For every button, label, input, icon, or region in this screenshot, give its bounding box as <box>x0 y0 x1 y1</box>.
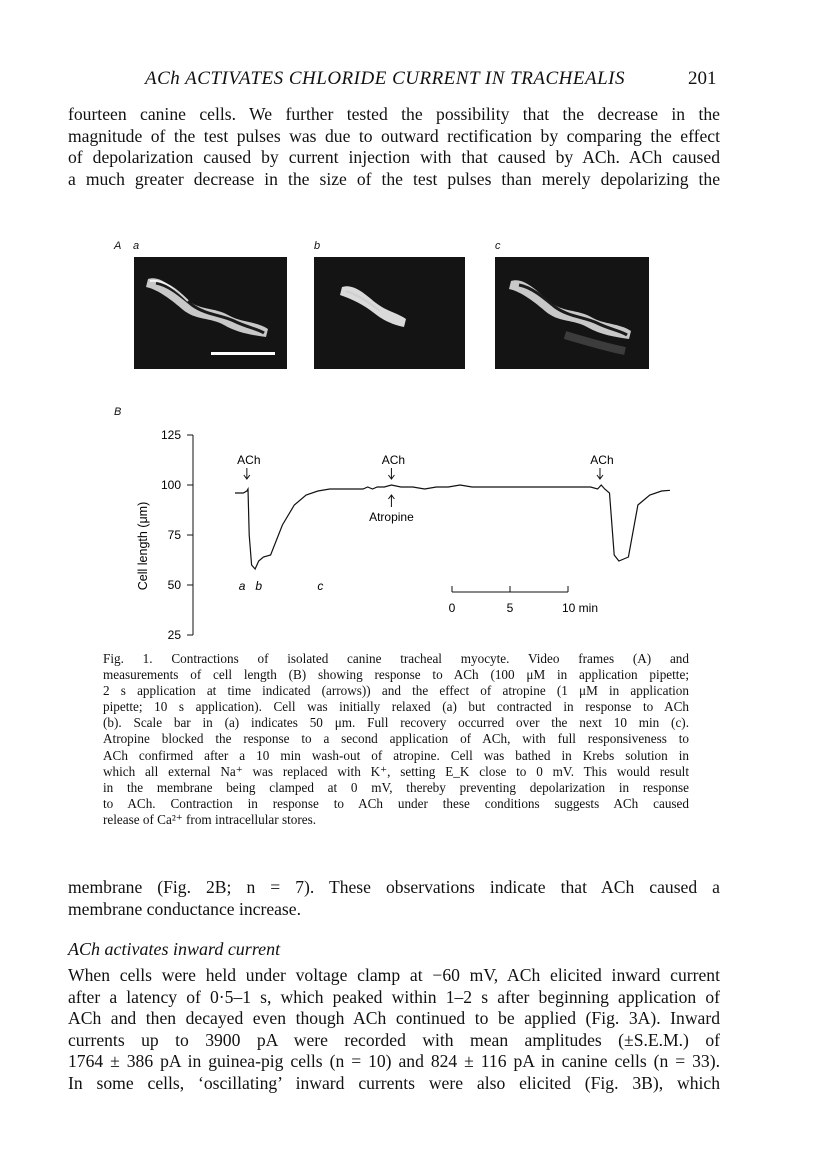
caption-line: ACh confirmed after a 10 min wash-out of atropine. Cell was bathed in Krebs solution in <box>103 747 689 763</box>
video-frame-c <box>495 257 649 369</box>
point-label-a: a <box>238 579 246 593</box>
frame-label-b: b <box>314 240 321 252</box>
caption-line: measurements of cell length (B) showing response to ACh (100 μM in application pipette; <box>103 667 689 683</box>
atropine-label: Atropine <box>369 510 414 524</box>
paragraph-line: fourteen canine cells. We further tested the possibility that the decrease in the <box>68 104 720 124</box>
y-tick-label: 50 <box>167 578 181 592</box>
point-label-b: b <box>255 579 263 593</box>
paragraph-line: 1764 ± 386 pA in guinea-pig cells (n = 10) and 824 ± 116 pA in canine cells (n = 33). <box>68 1051 720 1071</box>
y-tick-label: 75 <box>167 528 181 542</box>
paragraph-line: a much greater decrease in the size of the test pulses than merely depolarizing the <box>68 168 720 189</box>
cell-length-trace <box>235 485 670 569</box>
bottom-paragraph <box>68 965 720 1094</box>
running-head-title: ACh ACTIVATES CHLORIDE CURRENT IN TRACHEALIS <box>145 68 625 89</box>
cell-recovered-image <box>495 257 649 369</box>
caption-line: (b). Scale bar in (a) indicates 50 μm. Full recovery occurred over the next 10 min (c). <box>103 715 689 731</box>
caption-line: release of Ca²⁺ from intracellular stores. <box>103 811 317 827</box>
page-number: 201 <box>688 68 717 89</box>
time-scale-label: 5 <box>506 601 514 615</box>
top-paragraph <box>68 104 720 190</box>
paragraph-line: membrane conductance increase. <box>68 898 301 919</box>
paragraph-line: ACh and then decayed even though ACh continued to be applied (Fig. 3A). Inward <box>68 1008 720 1028</box>
time-scale-bar <box>449 586 598 615</box>
frame-label-c: c <box>495 240 501 252</box>
time-scale-label: 10 min <box>562 601 599 615</box>
caption-line: in the membrane being clamped at 0 mV, thereby preventing depolarization in response <box>103 779 689 795</box>
middle-paragraph <box>68 877 720 920</box>
caption-line: pipette; 10 s application). Cell was initially relaxed (a) but contracted in response to ACh <box>103 699 689 715</box>
paragraph-line: magnitude of the test pulses was due to outward rectification by comparing the effect <box>68 125 720 146</box>
video-frame-b <box>314 257 465 369</box>
paragraph-line: membrane (Fig. 2B; n = 7). These observations indicate that ACh caused a <box>68 877 720 897</box>
scale-bar <box>211 352 275 355</box>
frame-label-a: a <box>133 240 140 252</box>
panel-a-label: A <box>114 240 122 252</box>
caption-line: Atropine blocked the response to a second application of ACh, with full responsiveness to <box>103 731 689 747</box>
figure-caption <box>103 651 689 828</box>
paragraph-line: after a latency of 0·5–1 s, which peaked within 1–2 s after beginning application of <box>68 986 720 1007</box>
y-ticks <box>161 428 193 642</box>
paragraph-line: When cells were held under voltage clamp at −60 mV, ACh elicited inward current <box>68 965 720 985</box>
y-tick-label: 25 <box>167 628 181 642</box>
caption-line: 2 s application at time indicated (arrows)) and the effect of atropine (1 μM in application <box>103 683 689 699</box>
time-scale-label: 0 <box>448 601 456 615</box>
caption-line: to ACh. Contraction in response to ACh under these conditions suggests ACh caused <box>103 795 689 811</box>
point-label-c: c <box>317 579 324 593</box>
section-heading: ACh activates inward current <box>68 939 281 959</box>
running-head <box>0 68 816 94</box>
paragraph-line: of depolarization caused by current injection with that caused by ACh. ACh caused <box>68 147 720 167</box>
caption-line: which all external Na⁺ was replaced with K⁺, setting E_K close to 0 mV. This would result <box>103 763 689 779</box>
cell-length-chart <box>110 420 670 645</box>
caption-line: Fig. 1. Contractions of isolated canine tracheal myocyte. Video frames (A) and <box>103 651 689 666</box>
paragraph-line: currents up to 3900 pA were recorded with mean amplitudes (±S.E.M.) of <box>68 1029 720 1050</box>
y-tick-label: 100 <box>160 478 181 492</box>
ach-label: ACh <box>237 453 261 467</box>
panel-b-label: B <box>114 406 122 418</box>
ach-label: ACh <box>590 453 614 467</box>
y-tick-label: 125 <box>160 428 181 442</box>
cell-relaxed-image <box>134 257 287 369</box>
ach-label: ACh <box>381 453 406 467</box>
cell-contracted-image <box>314 257 465 369</box>
point-labels <box>239 579 324 593</box>
video-frame-a <box>134 257 287 369</box>
paragraph-line: In some cells, ‘oscillating’ inward currents were also elicited (Fig. 3B), which <box>68 1072 720 1093</box>
y-axis-label: Cell length (μm) <box>136 501 150 591</box>
